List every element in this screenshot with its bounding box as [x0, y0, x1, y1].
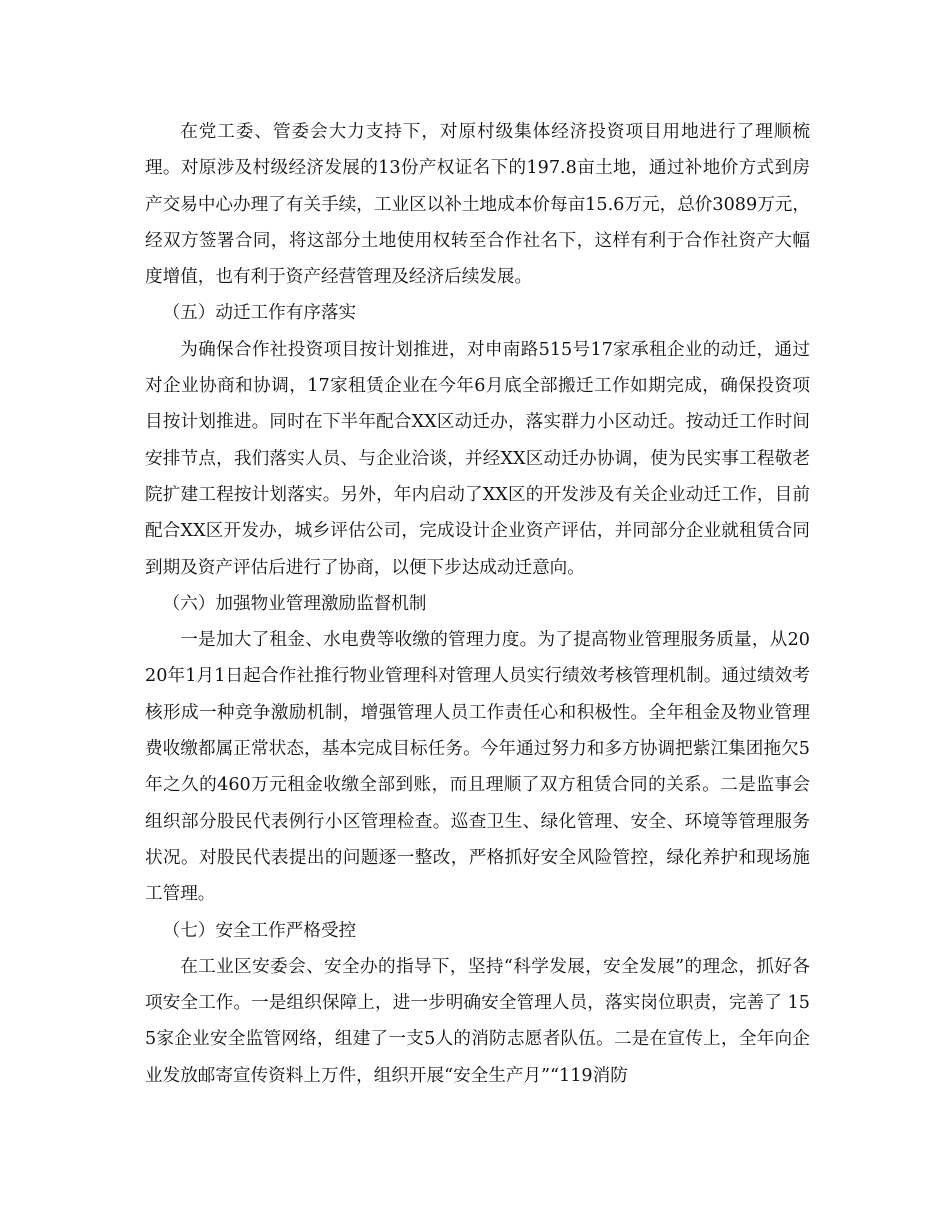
paragraph-safety-work: 在工业区安委会、安全办的指导下，坚持“科学发展，安全发展”的理念，抓好各项安全工作。一是组织保障上，进一步明确安全管理人员，落实岗位职责，完善了 155家企业安全监管网络，组建了一支5人的消防志愿者队伍。二是在宣传上，全年向企业发放邮寄宣传资料上万件，组织开展“安全生产月”“119消防	[145, 956, 810, 1086]
document-body	[145, 114, 810, 1094]
paragraph-property-management: 一是加大了租金、水电费等收缴的管理力度。为了提高物业管理服务质量，从2020年1月1日起合作社推行物业管理科对管理人员实行绩效考核管理机制。通过绩效考核形成一种竞争激励机制，增强管理人员工作责任心和积极性。全年租金及物业管理费收缴都属正常状态，基本完成目标任务。今年通过努力和多方协调把紫江集团拖欠5年之久的460万元租金收缴全部到账，而且理顺了双方租赁合同的关系。二是监事会组织部分股民代表例行小区管理检查。巡查卫生、绿化管理、安全、环境等管理服务状况。对股民代表提出的问题逐一整改，严格抓好安全风险管控，绿化养护和现场施工管理。	[145, 630, 810, 905]
section-heading-7: （七）安全工作严格受控	[162, 920, 357, 941]
section-heading-5: （五）动迁工作有序落实	[162, 303, 357, 324]
section-heading-6: （六）加强物业管理激励监督机制	[162, 593, 427, 614]
paragraph-relocation: 为确保合作社投资项目按计划推进，对申南路515号17家承租企业的动迁，通过对企业协商和协调，17家租赁企业在今年6月底全部搬迁工作如期完成，确保投资项目按计划推进。同时在下半年配合XX区动迁办，落实群力小区动迁。按动迁工作时间安排节点，我们落实人员、与企业洽谈，并经XX区动迁办协调，使为民实事工程敬老院扩建工程按计划落实。另外，年内启动了XX区的开发涉及有关企业动迁工作，目前配合XX区开发办，城乡评估公司，完成设计企业资产评估，并同部分企业就租赁合同到期及资产评估后进行了协商，以便下步达成动迁意向。	[145, 339, 810, 578]
paragraph-land-rationalization: 在党工委、管委会大力支持下，对原村级集体经济投资项目用地进行了理顺梳理。对原涉及村级经济发展的13份产权证名下的197.8亩土地，通过补地价方式到房产交易中心办理了有关手续，工业区以补土地成本价每亩15.6万元，总价3089万元，经双方签署合同，将这部分土地使用权转至合作社名下，这样有利于合作社资产大幅度增值，也有利于资产经营管理及经济后续发展。	[145, 122, 810, 288]
